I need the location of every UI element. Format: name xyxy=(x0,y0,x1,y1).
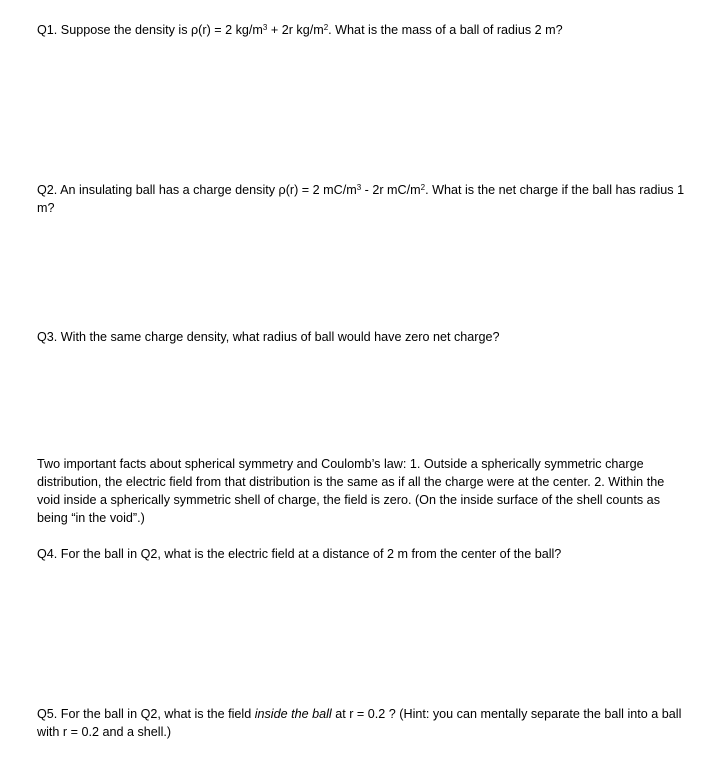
document-page xyxy=(37,0,687,772)
question-5-text-part-2: at r = 0.2 ? (Hint: you can mentally separate the ball into a ball with r = 0.2 and a shell.) xyxy=(37,707,682,739)
question-1-text-part-3: . What is the mass of a ball of radius 2 m? xyxy=(328,23,563,37)
question-1-text-part-2: + 2r kg/m xyxy=(267,23,324,37)
spherical-symmetry-facts: Two important facts about spherical symmetry and Coulomb’s law: 1. Outside a spherically symmetric charge distribution, the electric field from that distribution is the same as if all the charge were at the center. 2. Within the void inside a spherically symmetric shell of charge, the field is zero. (On the inside surface of the shell counts as being “in the void”.) xyxy=(37,457,665,525)
question-1-superscript-2: 2 xyxy=(323,23,329,32)
question-4: Q4. For the ball in Q2, what is the electric field at a distance of 2 m from the center of the ball? xyxy=(37,547,562,561)
question-2 xyxy=(37,181,687,217)
question-1-text-part-1: Q1. Suppose the density is ρ(r) = 2 kg/m xyxy=(37,23,263,37)
question-2-text-part-1: Q2. An insulating ball has a charge density ρ(r) = 2 mC/m xyxy=(37,183,357,197)
question-2-text-part-3: . What is the net charge if the ball has radius 1 m? xyxy=(37,183,685,215)
question-3: Q3. With the same charge density, what radius of ball would have zero net charge? xyxy=(37,330,500,344)
question-2-superscript-1: 3 xyxy=(356,183,362,192)
question-5 xyxy=(37,705,687,741)
question-2-superscript-2: 2 xyxy=(420,183,426,192)
question-5-italic-phrase: inside the ball xyxy=(254,707,332,721)
question-5-text-part-1: Q5. For the ball in Q2, what is the field xyxy=(37,707,255,721)
question-1 xyxy=(37,21,687,39)
question-2-text-part-2: - 2r mC/m xyxy=(361,183,421,197)
question-1-superscript-1: 3 xyxy=(262,23,268,32)
